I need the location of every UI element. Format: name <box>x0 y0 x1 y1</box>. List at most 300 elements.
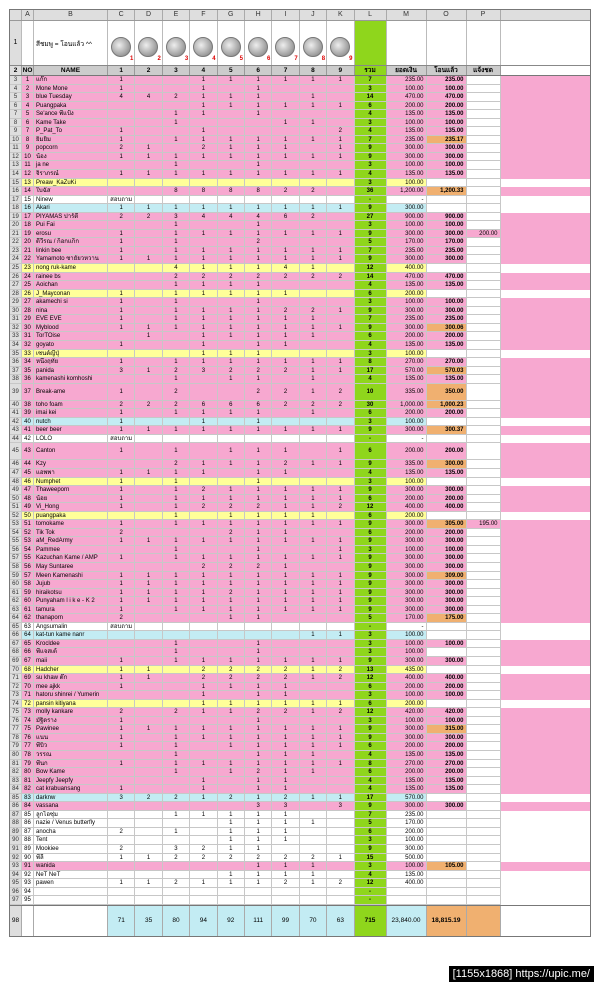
item-count: 1 <box>218 871 245 880</box>
item-count <box>108 332 135 341</box>
amount-paid <box>427 179 467 188</box>
item-count: 1 <box>272 230 299 239</box>
amount-paid <box>427 854 467 863</box>
item-count <box>300 785 327 794</box>
item-count <box>108 546 135 555</box>
header-count-9: 9 <box>327 66 354 75</box>
amount-paid: 300.00 <box>427 307 467 316</box>
item-count: 1 <box>272 700 299 709</box>
item-count: 1 <box>218 76 245 85</box>
row-total: 8 <box>355 358 387 367</box>
item-count <box>135 845 162 854</box>
item-count: 1 <box>135 204 162 213</box>
item-count <box>135 734 162 743</box>
item-count <box>163 691 190 700</box>
member-name: erosu <box>34 230 108 239</box>
amount-paid: 350.00 <box>427 384 467 401</box>
member-name: Jeepfy Jeepfy <box>34 777 108 786</box>
amount-due: 400.00 <box>387 503 427 512</box>
amount-paid: 300.37 <box>427 426 467 435</box>
member-avatar-icon <box>138 37 158 57</box>
amount-paid: 100.00 <box>427 221 467 230</box>
extra-note <box>467 290 501 299</box>
item-count: 1 <box>245 648 272 657</box>
amount-paid: 100.00 <box>427 691 467 700</box>
amount-due: 300.00 <box>387 520 427 529</box>
item-count <box>327 871 354 880</box>
item-count <box>327 845 354 854</box>
item-count <box>218 777 245 786</box>
item-count: สอบถาม <box>108 623 135 632</box>
member-name: NeT NeT <box>34 871 108 880</box>
member-avatar-icon <box>330 37 350 57</box>
item-count: 1 <box>190 469 217 478</box>
item-count <box>245 196 272 205</box>
item-count: 2 <box>163 460 190 469</box>
item-count: 1 <box>218 768 245 777</box>
item-count: 1 <box>245 426 272 435</box>
member-avatar-cell <box>190 21 217 65</box>
row-number: 85 <box>10 794 22 803</box>
row-total: 4 <box>355 469 387 478</box>
item-count: 1 <box>245 76 272 85</box>
column-headers <box>10 10 590 21</box>
amount-due: 300.00 <box>387 580 427 589</box>
row-number: 7 <box>10 110 22 119</box>
item-count: 1 <box>163 589 190 598</box>
amount-paid <box>427 264 467 273</box>
item-count <box>300 546 327 555</box>
item-count <box>135 230 162 239</box>
item-count: 1 <box>218 307 245 316</box>
item-count: 1 <box>300 204 327 213</box>
item-count: 2 <box>163 794 190 803</box>
extra-note <box>467 836 501 845</box>
item-count <box>327 640 354 649</box>
item-count <box>163 802 190 811</box>
member-name: nina <box>34 307 108 316</box>
item-count <box>135 751 162 760</box>
table-row <box>10 794 590 803</box>
extra-note <box>467 332 501 341</box>
item-count <box>190 435 217 444</box>
item-count <box>272 418 299 427</box>
extra-note <box>467 443 501 460</box>
amount-paid <box>427 196 467 205</box>
order-number: 63 <box>22 623 34 632</box>
item-count: 1 <box>327 247 354 256</box>
table-row <box>10 401 590 410</box>
row-total: - <box>355 623 387 632</box>
item-count <box>135 811 162 820</box>
member-name: ja ne <box>34 161 108 170</box>
item-count: 2 <box>190 666 217 675</box>
row-total: 4 <box>355 341 387 350</box>
column-letter: P <box>467 10 501 20</box>
item-count: 1 <box>272 725 299 734</box>
item-count <box>327 298 354 307</box>
row-number: 23 <box>10 247 22 256</box>
table-row <box>10 264 590 273</box>
item-count: 1 <box>218 204 245 213</box>
table-row <box>10 136 590 145</box>
item-count: 2 <box>163 854 190 863</box>
amount-paid: 300.00 <box>427 597 467 606</box>
table-row <box>10 871 590 880</box>
extra-note <box>467 631 501 640</box>
member-name: Break-ame <box>34 384 108 401</box>
item-count <box>135 435 162 444</box>
item-count: 1 <box>245 537 272 546</box>
item-count: 1 <box>218 486 245 495</box>
item-count: 1 <box>327 255 354 264</box>
member-name: kamenashi komhoshi <box>34 375 108 384</box>
order-number: 18 <box>22 221 34 230</box>
order-number: 84 <box>22 802 34 811</box>
header-count-5: 5 <box>218 66 245 75</box>
item-count <box>163 896 190 905</box>
item-count: 1 <box>163 486 190 495</box>
amount-paid: 900.00 <box>427 213 467 222</box>
item-count: 2 <box>327 384 354 401</box>
table-row <box>10 204 590 213</box>
item-count: 1 <box>300 708 327 717</box>
extra-note <box>467 281 501 290</box>
table-row <box>10 358 590 367</box>
item-count <box>190 196 217 205</box>
table-row <box>10 85 590 94</box>
table-row <box>10 589 590 598</box>
item-count: 2 <box>218 273 245 282</box>
row-number: 3 <box>10 76 22 85</box>
item-count <box>300 341 327 350</box>
item-count: 1 <box>163 161 190 170</box>
member-avatar-icon <box>248 37 268 57</box>
item-count: 1 <box>163 828 190 837</box>
column-total: 111 <box>245 906 272 936</box>
item-count: 1 <box>163 469 190 478</box>
amount-due: 200.00 <box>387 290 427 299</box>
item-count: 1 <box>272 469 299 478</box>
order-number: 35 <box>22 367 34 376</box>
amount-due: 135.00 <box>387 341 427 350</box>
amount-due: 135.00 <box>387 110 427 119</box>
item-count: 1 <box>190 725 217 734</box>
amount-paid <box>427 204 467 213</box>
amount-due: 135.00 <box>387 751 427 760</box>
order-number: 32 <box>22 341 34 350</box>
item-count: 1 <box>327 76 354 85</box>
item-count: 1 <box>300 657 327 666</box>
amount-due: 235.00 <box>387 247 427 256</box>
item-count: 8 <box>245 187 272 196</box>
extra-note <box>467 409 501 418</box>
member-name: น้อง <box>34 153 108 162</box>
item-count: 2 <box>108 529 135 538</box>
order-number: 19 <box>22 230 34 239</box>
item-count: 1 <box>190 495 217 504</box>
extra-note <box>467 768 501 777</box>
item-count <box>218 862 245 871</box>
item-count: 1 <box>163 170 190 179</box>
item-count <box>327 93 354 102</box>
item-count <box>218 127 245 136</box>
order-number: 68 <box>22 666 34 675</box>
item-count <box>327 478 354 487</box>
item-count <box>190 529 217 538</box>
item-count: 1 <box>218 264 245 273</box>
item-count: 1 <box>218 170 245 179</box>
item-count <box>327 315 354 324</box>
member-name: hiraikotsu <box>34 589 108 598</box>
table-row <box>10 486 590 495</box>
item-count <box>163 717 190 726</box>
item-count: 1 <box>135 674 162 683</box>
item-count: 1 <box>108 469 135 478</box>
item-count: 1 <box>272 170 299 179</box>
item-count <box>190 836 217 845</box>
member-name: toho foam <box>34 401 108 410</box>
item-count <box>272 85 299 94</box>
item-count: 1 <box>300 674 327 683</box>
item-count: 1 <box>245 742 272 751</box>
item-count: 1 <box>300 734 327 743</box>
item-count: 1 <box>300 512 327 521</box>
item-count <box>135 819 162 828</box>
item-count <box>272 614 299 623</box>
row-total: 9 <box>355 657 387 666</box>
header-count-3: 3 <box>163 66 190 75</box>
item-count: 1 <box>272 572 299 581</box>
amount-paid: 200.00 <box>427 443 467 460</box>
row-total: 4 <box>355 871 387 880</box>
item-count: 1 <box>300 367 327 376</box>
table-row <box>10 742 590 751</box>
item-count <box>135 281 162 290</box>
item-count: 1 <box>272 495 299 504</box>
item-count: 1 <box>163 580 190 589</box>
item-count: 1 <box>300 486 327 495</box>
amount-due: 100.00 <box>387 85 427 94</box>
item-count: 1 <box>245 828 272 837</box>
amount-paid <box>427 700 467 709</box>
item-count: 2 <box>190 144 217 153</box>
item-count: 1 <box>300 384 327 401</box>
item-count <box>218 384 245 401</box>
row-total: 9 <box>355 204 387 213</box>
item-count: 1 <box>163 648 190 657</box>
item-count: 1 <box>163 768 190 777</box>
extra-note <box>467 623 501 632</box>
item-count <box>135 273 162 282</box>
item-count: 1 <box>218 153 245 162</box>
item-count <box>218 691 245 700</box>
item-count <box>218 896 245 905</box>
amount-due: 235.00 <box>387 315 427 324</box>
item-count: 8 <box>218 187 245 196</box>
row-number: 68 <box>10 648 22 657</box>
item-count: 2 <box>327 879 354 888</box>
amount-due: 300.00 <box>387 486 427 495</box>
item-count <box>272 845 299 854</box>
item-count: 1 <box>163 290 190 299</box>
row-total: 9 <box>355 589 387 598</box>
row-number: 61 <box>10 589 22 598</box>
item-count <box>300 717 327 726</box>
table-row <box>10 811 590 820</box>
member-name: linkin bee <box>34 247 108 256</box>
item-count: 4 <box>163 264 190 273</box>
amount-paid: 300.00 <box>427 537 467 546</box>
amount-due: 335.00 <box>387 384 427 401</box>
row-total: 12 <box>355 264 387 273</box>
table-row <box>10 375 590 384</box>
amount-due: - <box>387 196 427 205</box>
item-count: 1 <box>163 315 190 324</box>
table-row <box>10 717 590 726</box>
row-number: 72 <box>10 683 22 692</box>
item-count <box>300 614 327 623</box>
item-count <box>108 281 135 290</box>
item-count: 1 <box>327 742 354 751</box>
item-count <box>300 828 327 837</box>
item-count: 1 <box>245 520 272 529</box>
item-count: 1 <box>272 871 299 880</box>
item-count: 1 <box>163 204 190 213</box>
row-total: 9 <box>355 537 387 546</box>
item-count: 1 <box>327 443 354 460</box>
item-count: 4 <box>218 213 245 222</box>
amount-due: 100.00 <box>387 298 427 307</box>
amount-due: - <box>387 435 427 444</box>
amount-due: 135.00 <box>387 170 427 179</box>
item-count: 1 <box>163 298 190 307</box>
item-count <box>135 179 162 188</box>
item-count <box>300 290 327 299</box>
total-header-blank <box>355 21 387 65</box>
item-count: 1 <box>190 170 217 179</box>
item-count <box>108 375 135 384</box>
order-number: 6 <box>22 119 34 128</box>
row-number: 29 <box>10 298 22 307</box>
member-name: วรรณ <box>34 751 108 760</box>
item-count <box>190 648 217 657</box>
item-count: 1 <box>245 845 272 854</box>
item-count: 1 <box>190 683 217 692</box>
order-number: 58 <box>22 580 34 589</box>
item-count: 1 <box>108 315 135 324</box>
member-name: imai kei <box>34 409 108 418</box>
amount-paid: 400.00 <box>427 674 467 683</box>
item-count: 1 <box>218 350 245 359</box>
row-number: 96 <box>10 888 22 897</box>
order-number: 79 <box>22 760 34 769</box>
member-name: Aoichan <box>34 281 108 290</box>
amount-due: 100.00 <box>387 161 427 170</box>
row-total: 4 <box>355 785 387 794</box>
item-count <box>327 768 354 777</box>
amount-due: 235.00 <box>387 811 427 820</box>
item-count: 6 <box>190 401 217 410</box>
amount-due: 300.00 <box>387 734 427 743</box>
amount-paid <box>427 350 467 359</box>
item-count: 2 <box>272 367 299 376</box>
item-count <box>218 196 245 205</box>
blank-cell <box>34 906 108 936</box>
amount-paid <box>427 631 467 640</box>
order-number: 56 <box>22 563 34 572</box>
item-count: 1 <box>190 554 217 563</box>
member-name <box>34 896 108 905</box>
table-row <box>10 802 590 811</box>
item-count <box>108 862 135 871</box>
extra-note <box>467 708 501 717</box>
item-count: 1 <box>300 537 327 546</box>
order-number: 77 <box>22 742 34 751</box>
member-name: Pui Fai <box>34 221 108 230</box>
item-count <box>135 623 162 632</box>
row-number: 21 <box>10 230 22 239</box>
amount-due: 135.00 <box>387 281 427 290</box>
amount-paid: 170.00 <box>427 238 467 247</box>
item-count: 1 <box>190 110 217 119</box>
item-count: 1 <box>135 589 162 598</box>
item-count: 1 <box>190 537 217 546</box>
row-total: 6 <box>355 409 387 418</box>
member-name: พี่แจสเต้ <box>34 648 108 657</box>
table-row <box>10 179 590 188</box>
item-count <box>190 828 217 837</box>
item-count <box>327 341 354 350</box>
item-count <box>163 563 190 572</box>
item-count <box>163 341 190 350</box>
item-count: 1 <box>190 332 217 341</box>
row-total: 6 <box>355 700 387 709</box>
row-number: 76 <box>10 717 22 726</box>
item-count: 1 <box>327 580 354 589</box>
extra-note <box>467 648 501 657</box>
item-count: 2 <box>245 708 272 717</box>
item-count: 1 <box>190 760 217 769</box>
member-name: ยิ้มยิ้ม <box>34 136 108 145</box>
item-count: 1 <box>327 102 354 111</box>
order-number: 51 <box>22 520 34 529</box>
table-row <box>10 469 590 478</box>
item-count <box>218 802 245 811</box>
member-name: Kame Take <box>34 119 108 128</box>
item-count: 1 <box>245 469 272 478</box>
table-row <box>10 708 590 717</box>
item-count: 2 <box>108 401 135 410</box>
amount-due <box>387 896 427 905</box>
item-count: 1 <box>218 836 245 845</box>
item-count: 1 <box>163 512 190 521</box>
item-count <box>135 76 162 85</box>
item-count <box>135 161 162 170</box>
table-row <box>10 76 590 85</box>
item-count: 1 <box>245 110 272 119</box>
item-count <box>218 469 245 478</box>
order-number: 34 <box>22 358 34 367</box>
item-count: 1 <box>245 725 272 734</box>
amount-paid: 300.00 <box>427 486 467 495</box>
item-count: 4 <box>108 93 135 102</box>
amount-paid: 300.00 <box>427 230 467 239</box>
order-number: 86 <box>22 819 34 828</box>
row-total: 5 <box>355 819 387 828</box>
header-no: NO <box>22 67 33 74</box>
item-count <box>135 187 162 196</box>
